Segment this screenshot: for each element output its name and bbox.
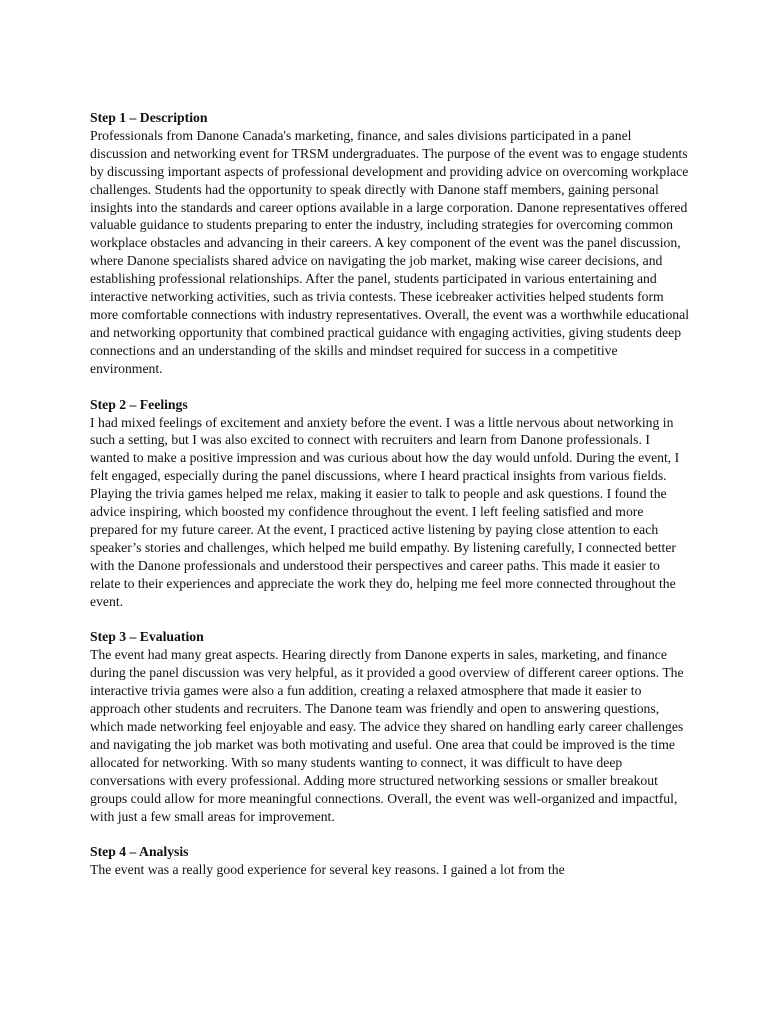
section-heading: Step 2 – Feelings (90, 396, 188, 412)
section-step-1 (90, 109, 690, 378)
section-paragraph: I had mixed feelings of excitement and anxiety before the event. I was a little nervous about networking in such a setting, but I was also excited to connect with recruiters and learn from Danone professionals. I wanted to make a positive impression and was curious about how the day would unfold. During the event, I felt engaged, especially during the panel discussions, where I heard practical insights from various fields. Playing the trivia games helped me relax, making it easier to talk to people and ask questions. I found the advice inspiring, which boosted my confidence throughout the event. I left feeling satisfied and more prepared for my future career. At the event, I practiced active listening by paying close attention to each speaker’s stories and challenges, which helped me build empathy. By listening carefully, I connected better with the Danone professionals and understood their perspectives and career paths. This made it easier to relate to their experiences and appreciate the work they do, helping me feel more connected throughout the event. (90, 414, 680, 609)
section-step-3 (90, 628, 690, 825)
document-page (90, 109, 690, 897)
section-step-2 (90, 396, 690, 611)
section-step-4 (90, 843, 690, 879)
section-heading: Step 1 – Description (90, 110, 208, 125)
section-heading: Step 3 – Evaluation (90, 629, 204, 645)
section-paragraph: The event had many great aspects. Hearing directly from Danone experts in sales, marketing, and finance during the panel discussion was very helpful, as it provided a good overview of different career options. The interactive trivia games were also a fun addition, creating a relaxed atmosphere that made it easier to approach other students and recruiters. The Danone team was friendly and open to answering questions, which made networking feel enjoyable and easy. The advice they shared on handling early career challenges and navigating the job market was both motivating and useful. One area that could be improved is the time allocated for networking. With so many students wanting to connect, it was difficult to have deep conversations with every professional. Adding more structured networking sessions or smaller breakout groups could allow for more meaningful connections. Overall, the event was well-organized and impactful, with just a few small areas for improvement. (90, 647, 684, 824)
section-paragraph: Professionals from Danone Canada's marketing, finance, and sales divisions participated in a panel discussion and networking event for TRSM undergraduates. The purpose of the event was to engage students by discussing important aspects of professional development and providing advice on overcoming workplace challenges. Students had the opportunity to speak directly with Danone staff members, gaining personal insights into the standards and career options available in a large corporation. Danone representatives offered valuable guidance to students preparing to enter the industry, including strategies for overcoming common workplace obstacles and advancing in their careers. A key component of the event was the panel discussion, where Danone specialists shared advice on navigating the job market, making wise career decisions, and establishing professional relationships. After the panel, students participated in various entertaining and interactive networking activities, such as trivia contests. These icebreaker activities helped students form more comfortable connections with industry representatives. Overall, the event was a worthwhile educational and networking opportunity that combined practical guidance with engaging activities, giving students deep connections and an understanding of the skills and mindset required for success in a competitive environment. (90, 127, 690, 376)
section-heading: Step 4 – Analysis (90, 844, 189, 860)
section-paragraph: The event was a really good experience for several key reasons. I gained a lot from the (90, 862, 565, 878)
